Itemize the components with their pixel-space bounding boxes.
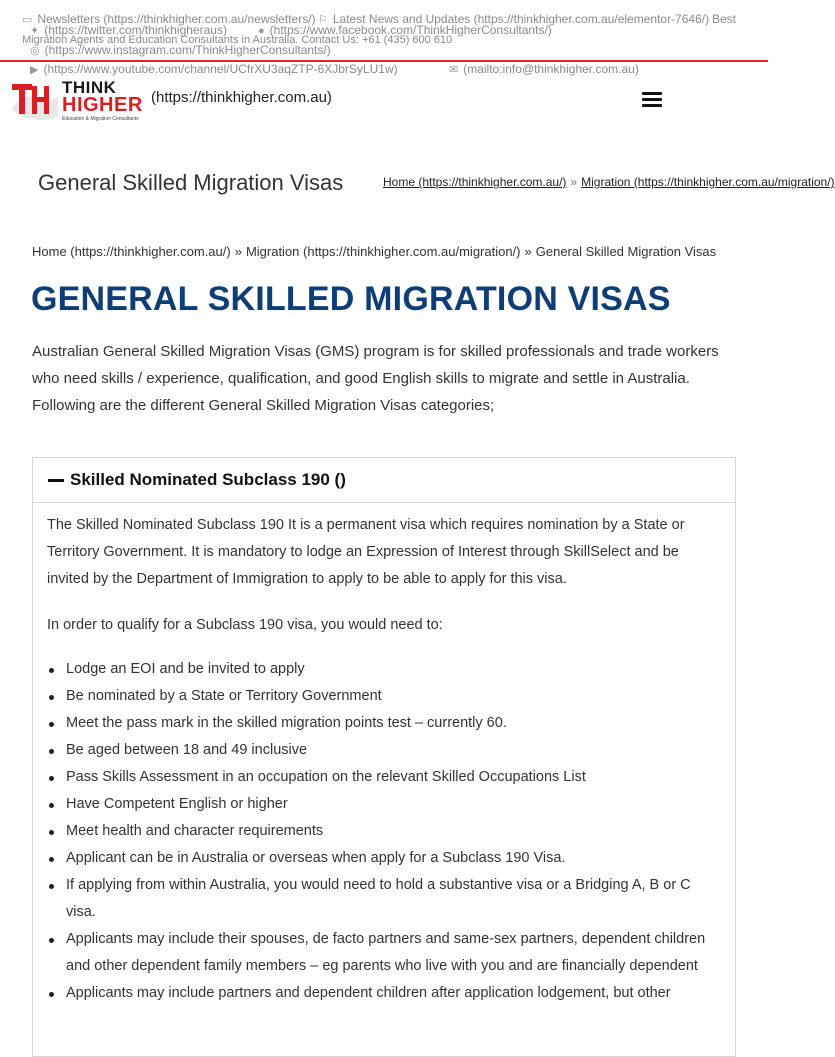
- latest-news-label: Latest News and Updates (https://thinkhigher.com.au/elementor-7646/): [332, 12, 710, 26]
- logo-mark-icon: [8, 76, 60, 124]
- titlebar-crumb-home[interactable]: Home (https://thinkhigher.com.au/): [383, 175, 567, 189]
- titlebar-crumb-migration[interactable]: Migration (https://thinkhigher.com.au/migration/): [581, 175, 835, 189]
- accordion-title: Skilled Nominated Subclass 190 (): [70, 470, 346, 489]
- twitter-icon: ✦: [30, 25, 40, 37]
- instagram-link[interactable]: [30, 43, 331, 58]
- accordion-header[interactable]: [33, 458, 735, 503]
- page-title: GENERAL SKILLED MIGRATION VISAS: [31, 280, 671, 318]
- instagram-label: (https://www.instagram.com/ThinkHigherConsultants/): [44, 43, 331, 57]
- accordion-body: [33, 503, 735, 1007]
- list-item: Applicant can be in Australia or overseas when apply for a Subclass 190 Visa.: [47, 845, 721, 872]
- requirements-list: [47, 656, 721, 1007]
- facebook-icon: ●: [258, 25, 265, 37]
- breadcrumb: [32, 244, 716, 259]
- best-text: Best: [712, 12, 737, 26]
- instagram-icon: ◎: [30, 45, 40, 57]
- list-item: Meet the pass mark in the skilled migration points test – currently 60.: [47, 710, 721, 737]
- minus-icon: [48, 479, 64, 482]
- youtube-icon: ▶: [30, 64, 39, 76]
- top-bar: [0, 0, 768, 76]
- email-label: (mailto:info@thinkhigher.com.au): [463, 62, 639, 76]
- logo-think-text: THINK: [62, 78, 117, 97]
- list-item: Meet health and character requirements: [47, 818, 721, 845]
- twitter-label: (https://twitter.com/thinkhigheraus): [44, 23, 227, 37]
- crumb-separator: »: [570, 175, 578, 189]
- home-link[interactable]: (https://thinkhigher.com.au): [151, 89, 332, 106]
- site-logo[interactable]: [8, 74, 142, 126]
- titlebar-title: General Skilled Migration Visas: [38, 170, 344, 195]
- breadcrumb-migration[interactable]: Migration (https://thinkhigher.com.au/migration/): [245, 244, 521, 259]
- list-item: Applicants may include their spouses, de facto partners and same-sex partners, dependent children and other dependent family members – eg parents who live with you and are financially dependent: [47, 926, 721, 980]
- list-item: If applying from within Australia, you would need to hold a substantive visa or a Bridging A, B or C visa.: [47, 872, 721, 926]
- signpost-icon: ⚐: [318, 14, 328, 26]
- list-item: Have Competent English or higher: [47, 791, 721, 818]
- facebook-label: (https://www.facebook.com/ThinkHigherConsultants/): [269, 23, 552, 37]
- comment-icon: ▭: [22, 14, 33, 26]
- breadcrumb-separator: »: [524, 244, 532, 259]
- site-description: Migration Agents and Education Consultants in Australia. Contact Us: +61 (435) 600 610: [22, 34, 453, 46]
- breadcrumb-separator: »: [234, 244, 242, 259]
- breadcrumb-current: General Skilled Migration Visas: [535, 244, 717, 259]
- titlebar-breadcrumb: [383, 175, 835, 189]
- logo-tagline: Education & Migration Consultants: [62, 116, 139, 122]
- youtube-label: (https://www.youtube.com/channel/UCfrXU3aqZTP-6XJbrSyLU1w): [43, 62, 398, 76]
- breadcrumb-home[interactable]: Home (https://thinkhigher.com.au/): [32, 244, 231, 259]
- accordion-subclass-190: [32, 457, 736, 1057]
- list-item: Be aged between 18 and 49 inclusive: [47, 737, 721, 764]
- list-item: Be nominated by a State or Territory Government: [47, 683, 721, 710]
- logo-higher-text: HIGHER: [62, 94, 143, 116]
- list-item: Lodge an EOI and be invited to apply: [47, 656, 721, 683]
- newsletters-label: Newsletters (https://thinkhigher.com.au/newsletters/): [37, 12, 316, 26]
- accordion-paragraph: In order to qualify for a Subclass 190 visa, you would need to:: [47, 617, 443, 633]
- hamburger-menu-icon[interactable]: [640, 90, 664, 110]
- email-link[interactable]: [449, 62, 639, 77]
- intro-paragraph: Australian General Skilled Migration Visas (GMS) program is for skilled professionals and trade workers who need skills / experience, qualification, and good English skills to migrate and settle in Australia. Following are the different General Skilled Migration Visas categories;: [32, 343, 719, 414]
- list-item: Applicants may include partners and dependent children after application lodgement, but other: [47, 980, 721, 1007]
- envelope-icon: ✉: [449, 64, 459, 76]
- list-item: Pass Skills Assessment in an occupation on the relevant Skilled Occupations List: [47, 764, 721, 791]
- accordion-paragraph: The Skilled Nominated Subclass 190 It is a permanent visa which requires nomination by a State or Territory Government. It is mandatory to lodge an Expression of Interest through SkillSelect and be invited by the Department of Immigration to apply to be able to apply for this visa.: [47, 517, 685, 587]
